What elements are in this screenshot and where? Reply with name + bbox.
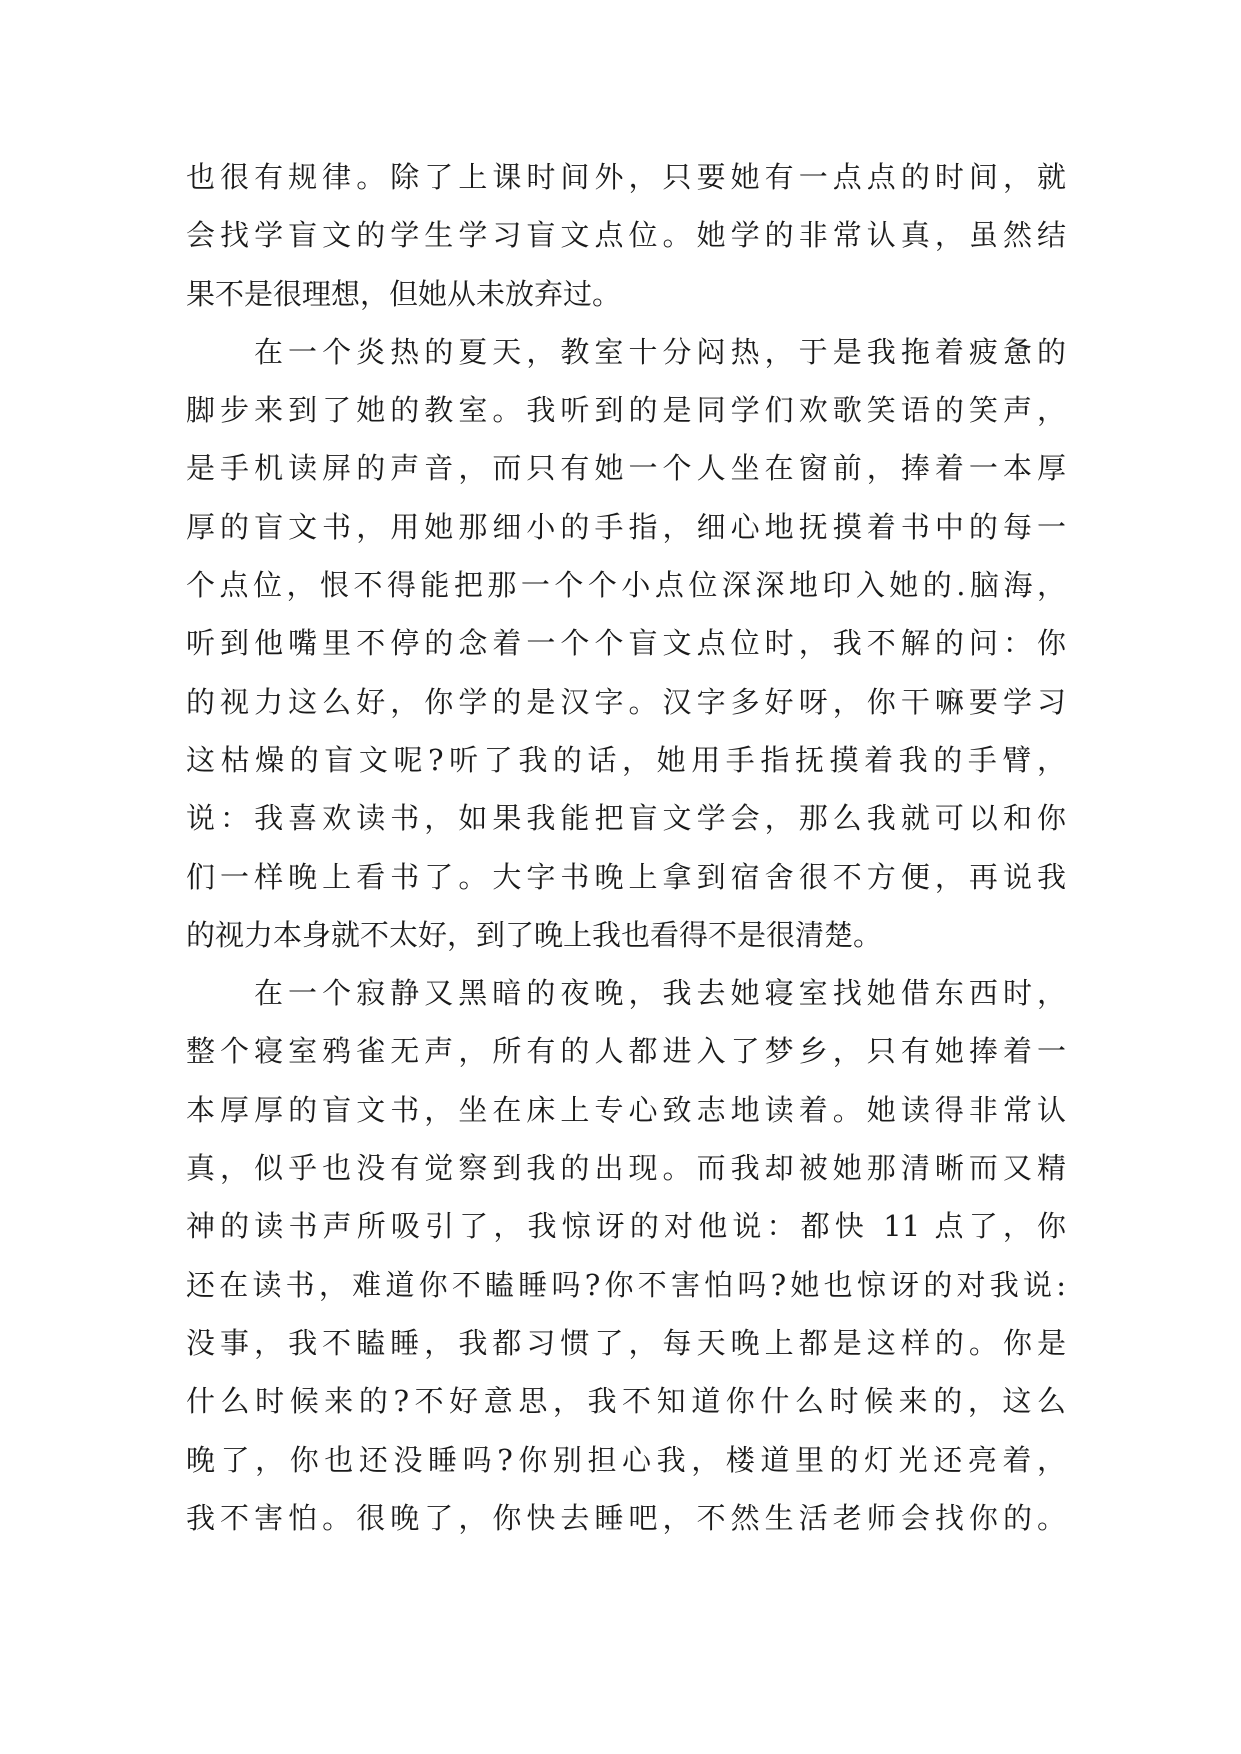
text-line: 这枯燥的盲文呢?听了我的话，她用手指抚摸着我的手臂， — [186, 742, 1066, 777]
document-body — [186, 148, 1066, 1547]
text-line: 在一个炎热的夏天，教室十分闷热，于是我拖着疲惫的 — [254, 334, 1066, 369]
text-line: 个点位，恨不得能把那一个个小点位深深地印入她的.脑海， — [186, 568, 1066, 603]
paragraph-3 — [186, 964, 1066, 1547]
text-line: 还在读书，难道你不瞌睡吗?你不害怕吗?她也惊讶的对我说: — [186, 1267, 1066, 1302]
text-line: 本厚厚的盲文书，坐在床上专心致志地读着。她读得非常认 — [186, 1092, 1066, 1127]
text-line: 整个寝室鸦雀无声，所有的人都进入了梦乡，只有她捧着一 — [186, 1034, 1066, 1069]
paragraph-2 — [186, 323, 1066, 964]
text-line: 的视力这么好，你学的是汉字。汉字多好呀，你干嘛要学习 — [186, 684, 1066, 719]
text-line: 我不害怕。很晚了，你快去睡吧，不然生活老师会找你的。 — [186, 1500, 1066, 1535]
text-line: 也很有规律。除了上课时间外，只要她有一点点的时间，就 — [186, 160, 1066, 194]
text-line: 晚了，你也还没睡吗?你别担心我，楼道里的灯光还亮着， — [186, 1442, 1066, 1477]
text-line: 在一个寂静又黑暗的夜晚，我去她寝室找她借东西时， — [254, 976, 1066, 1011]
text-line: 是手机读屏的声音，而只有她一个人坐在窗前，捧着一本厚 — [186, 451, 1066, 486]
text-line: 听到他嘴里不停的念着一个个盲文点位时，我不解的问：你 — [186, 626, 1066, 661]
text-line: 什么时候来的?不好意思，我不知道你什么时候来的，这么 — [186, 1384, 1066, 1419]
text-line: 真，似乎也没有觉察到我的出现。而我却被她那清晰而又精 — [186, 1151, 1066, 1186]
text-line: 没事，我不瞌睡，我都习惯了，每天晚上都是这样的。你是 — [186, 1325, 1066, 1360]
text-line: 会找学盲文的学生学习盲文点位。她学的非常认真，虽然结 — [186, 218, 1066, 253]
text-line: 神的读书声所吸引了，我惊讶的对他说：都快 11 点了，你 — [186, 1209, 1066, 1244]
text-line: 说：我喜欢读书，如果我能把盲文学会，那么我就可以和你 — [186, 801, 1066, 836]
text-line: 脚步来到了她的教室。我听到的是同学们欢歌笑语的笑声， — [186, 393, 1066, 428]
text-line: 厚的盲文书，用她那细小的手指，细心地抚摸着书中的每一 — [186, 509, 1066, 544]
text-line: 果不是很理想，但她从未放弃过。 — [186, 276, 622, 311]
text-line: 们一样晚上看书了。大字书晚上拿到宿舍很不方便，再说我 — [186, 859, 1066, 894]
paragraph-1 — [186, 148, 1066, 323]
text-line: 的视力本身就不太好，到了晚上我也看得不是很清楚。 — [186, 917, 883, 952]
